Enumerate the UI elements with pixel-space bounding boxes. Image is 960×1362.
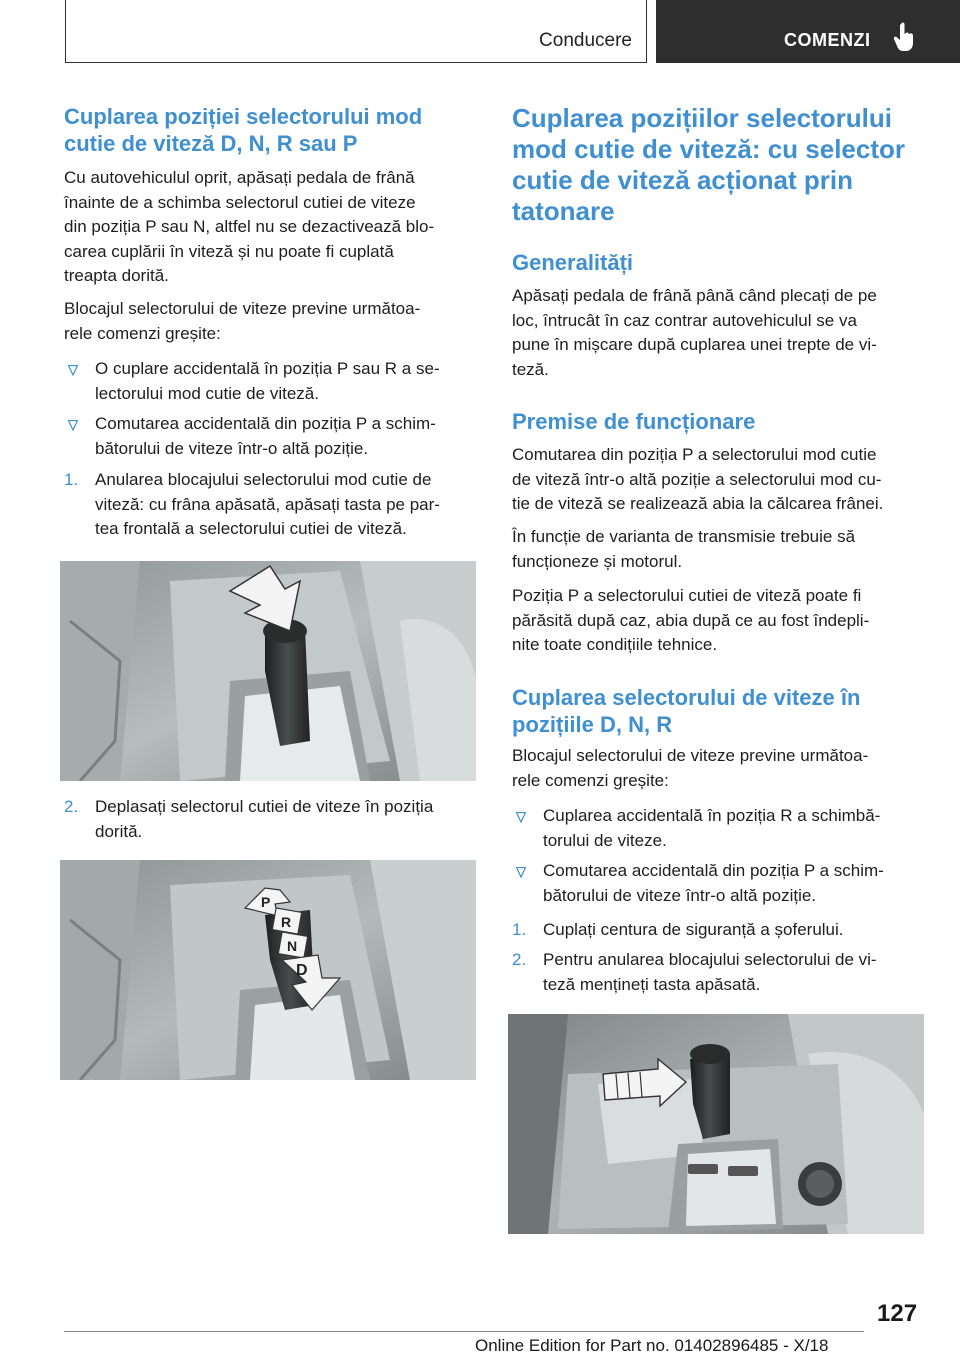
right-main-heading: Cuplarea pozițiilor selectorului mod cutie de viteză: cu selector cutie de viteză acționat prin tatonare — [512, 103, 906, 226]
step-number: 2. — [512, 950, 527, 969]
right-paragraph-4: Poziția P a selectorului cutiei de viteză poate fi părăsită după caz, abia după ce au fost îndepli‐ nite toate condițiile tehnice. — [512, 586, 870, 654]
bullet-triangle-icon — [68, 365, 78, 376]
step-item: 2. Pentru anularea blocajului selectorului de vi‐ teză mențineți tasta apăsată. — [512, 950, 877, 994]
right-paragraph-5: Blocajul selectorului de viteze previne următoa‐ rele comenzi greșite: — [512, 746, 869, 790]
footer-edition: Online Edition for Part no. 01402896485 - X/18 — [475, 1336, 829, 1355]
step-number: 1. — [64, 470, 79, 489]
subheading-cuplarea-selectorului: Cuplarea selectorului de viteze în pozițiile D, N, R — [512, 685, 861, 737]
gear-label-n: N — [287, 938, 298, 954]
tip-gear-selector-illustration — [508, 1014, 924, 1234]
gear-label-p: P — [261, 894, 271, 910]
step-item: 1. Cuplați centura de siguranță a șoferului. — [512, 918, 932, 944]
step-item: 1. Anularea blocajului selectorului mod cutie de viteză: cu frâna apăsată, apăsați tasta pe par‐ tea frontală a selectorului cutiei de viteză. — [64, 470, 440, 538]
hand-pointer-icon — [892, 22, 916, 52]
bullet-triangle-icon — [68, 420, 78, 431]
subheading-generalitati: Generalități — [512, 250, 634, 275]
right-paragraph-3: În funcție de varianta de transmisie trebuie să funcționeze și motorul. — [512, 527, 856, 571]
gear-label-r: R — [281, 914, 292, 930]
gear-label-d: D — [296, 962, 308, 979]
step-number: 2. — [64, 797, 79, 816]
gear-selector-unlock-illustration — [60, 561, 476, 781]
list-item: Comutarea accidentală din poziția P a schim‐ bătorului de viteze într-o altă poziție. — [64, 412, 484, 462]
bullet-triangle-icon — [516, 812, 526, 823]
right-paragraph-2: Comutarea din poziția P a selectorului mod cutie de viteză într-o altă poziție a selectorului mod cu‐ tie de viteză se realizează abia la călcarea frânei. — [512, 445, 884, 513]
list-item: Comutarea accidentală din poziția P a schim‐ bătorului de viteze într-o altă poziție. — [512, 859, 932, 909]
left-section-heading: Cuplarea poziției selectorului mod cutie de viteză D, N, R sau P — [64, 104, 423, 156]
footer-rule — [64, 1331, 864, 1332]
header-chapter-tab[interactable] — [656, 0, 960, 63]
right-paragraph-1: Apăsați pedala de frână până când plecați de pe loc, întrucât în caz contrar autovehiculul se va pune în mișcare după cuplarea unei trepte de vi‐ teză. — [512, 286, 877, 379]
subheading-premise: Premise de funcționare — [512, 409, 756, 434]
left-paragraph-1: Cu autovehiculul oprit, apăsați pedala de frână înainte de a schimba selectorul cutiei de viteze din poziția P sau N, altfel nu se dezactivează blo‐ carea cuplării în viteză și nu poate fi cuplată treapta dorită. — [64, 168, 435, 285]
left-paragraph-2: Blocajul selectorului de viteze previne următoa‐ rele comenzi greșite: — [64, 299, 421, 343]
gear-positions-illustration — [60, 860, 476, 1080]
bullet-triangle-icon — [516, 867, 526, 878]
step-number: 1. — [512, 920, 527, 939]
list-item: Cuplarea accidentală în poziția R a schimbă‐ torului de viteze. — [512, 804, 932, 854]
list-item: O cuplare accidentală în poziția P sau R a se‐ lectorului mod cutie de viteză. — [64, 357, 484, 407]
page-number: 127 — [877, 1300, 918, 1327]
header-chapter-label: COMENZI — [784, 30, 871, 50]
header-section-title: Conducere — [539, 30, 632, 51]
step-item: 2. Deplasați selectorul cutiei de viteze în poziția dorită. — [64, 797, 434, 841]
header-section-box — [65, 0, 647, 63]
